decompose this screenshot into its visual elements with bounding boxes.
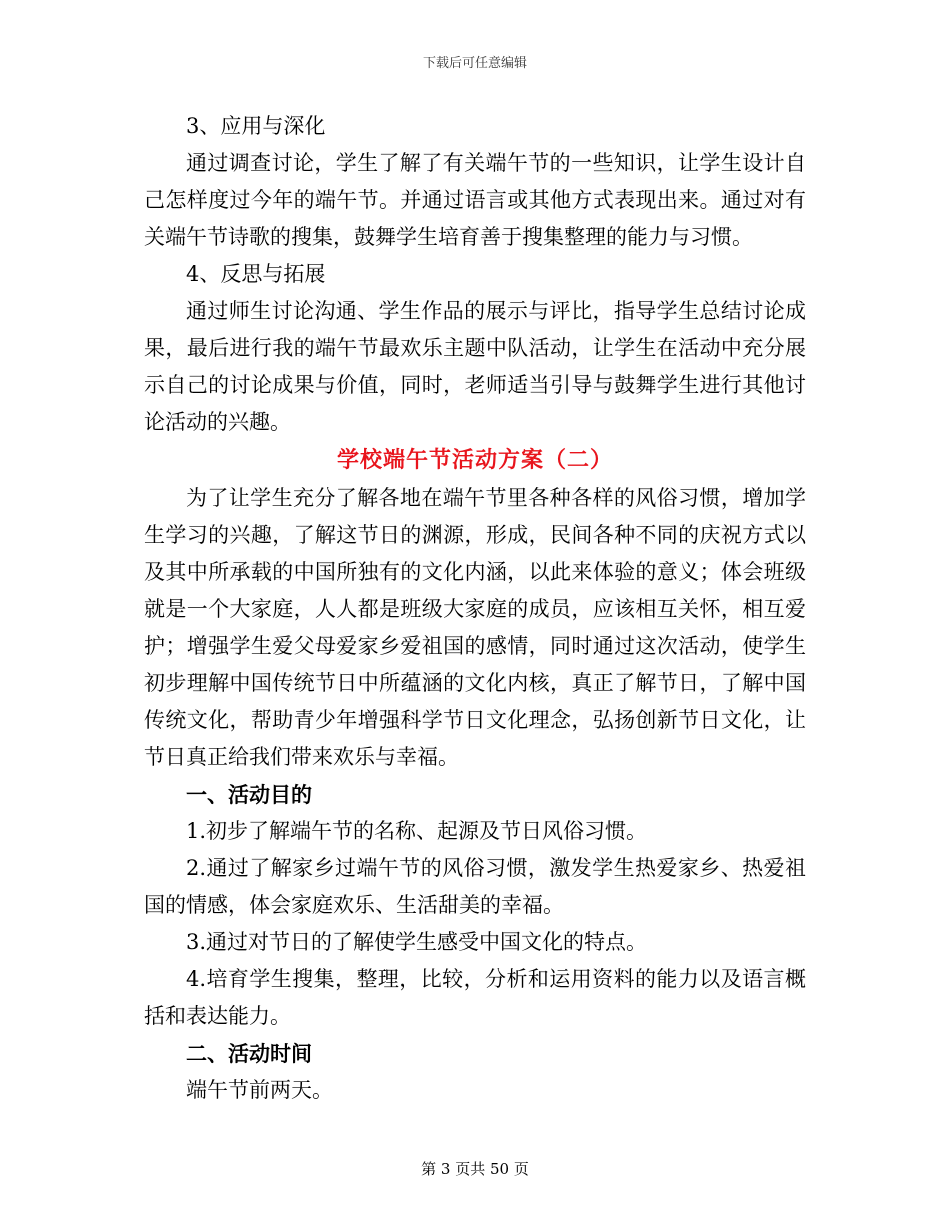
- time-heading: 二、活动时间: [186, 1041, 312, 1066]
- intro-paragraph: 为了让学生充分了解各地在端午节里各种各样的风俗习惯，增加学生学习的兴趣，了解这节日的渊源，形成，民间各种不同的庆祝方式以及其中所承载的中国所独有的文化内涵，以此来体验的意义；体会班级就是一个大家庭，人人都是班级大家庭的成员，应该相互关怀，相互爱护；增强学生爱父母爱家乡爱祖国的感情，同时通过这次活动，使学生初步理解中国传统节日中所蕴涵的文化内核，真正了解节日，了解中国传统文化，帮助青少年增强科学节日文化理念，弘扬创新节日文化，让节日真正给我们带来欢乐与幸福。: [144, 486, 806, 769]
- goals-heading: 一、活动目的: [186, 782, 312, 807]
- goal-item-2: 2.通过了解家乡过端午节的风俗习惯，激发学生热爱家乡、热爱祖国的情感，体会家庭欢乐、生活甜美的幸福。: [144, 856, 806, 917]
- goal-item-3: 3.通过对节日的了解使学生感受中国文化的特点。: [186, 930, 648, 954]
- goal-item-1: 1.初步了解端午节的名称、起源及节日风俗习惯。: [186, 819, 648, 843]
- goal-item-4: 4.培育学生搜集，整理，比较，分析和运用资料的能力以及语言概括和表达能力。: [144, 967, 806, 1028]
- section-4-paragraph: 通过师生讨论沟通、学生作品的展示与评比，指导学生总结讨论成果，最后进行我的端午节最欢乐主题中队活动，让学生在活动中充分展示自己的讨论成果与价值，同时，老师适当引导与鼓舞学生进行其他讨论活动的兴趣。: [144, 299, 806, 434]
- section-4-heading: 4、反思与拓展: [186, 262, 326, 286]
- document-body: [144, 108, 806, 1109]
- plan-title: 学校端午节活动方案（二）: [336, 447, 613, 473]
- page-header: 下载后可任意编辑: [422, 56, 527, 71]
- section-3-heading: 3、应用与深化: [186, 114, 326, 138]
- time-paragraph: 端午节前两天。: [186, 1078, 333, 1102]
- page-footer: 第 3 页共 50 页: [421, 1160, 529, 1178]
- section-3-paragraph: 通过调查讨论，学生了解了有关端午节的一些知识，让学生设计自己怎样度过今年的端午节。并通过语言或其他方式表现出来。通过对有关端午节诗歌的搜集，鼓舞学生培育善于搜集整理的能力与习惯。: [144, 151, 806, 249]
